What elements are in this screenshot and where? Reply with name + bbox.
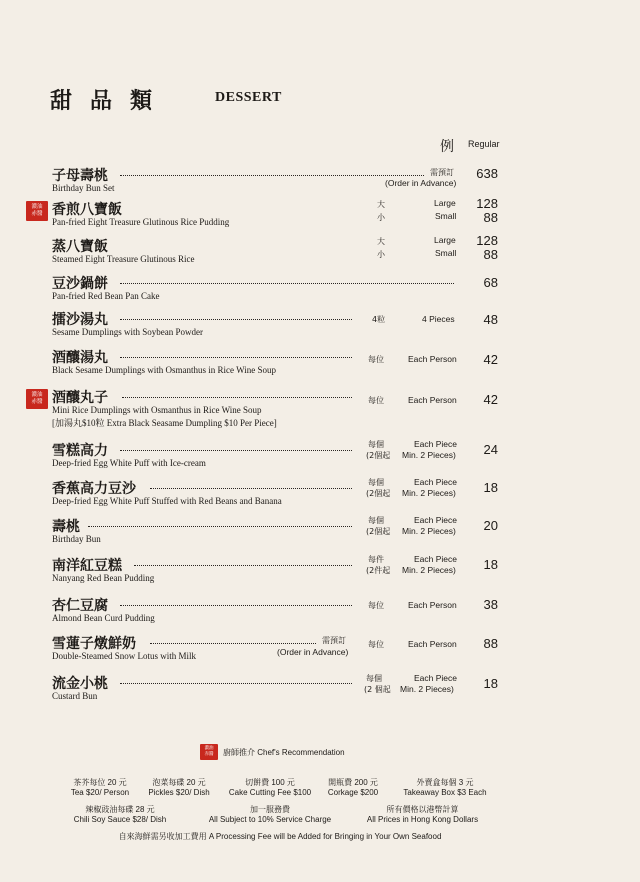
dot-leader xyxy=(122,397,352,398)
charge-en: Pickles $20/ Dish xyxy=(148,788,210,797)
item-price: 18 xyxy=(483,557,498,572)
order-note-en: (Order in Advance) xyxy=(277,647,349,657)
dot-leader xyxy=(134,565,352,566)
charge-cn: 切餅費 100 元 xyxy=(245,778,295,787)
item-price: 638 xyxy=(476,166,498,181)
dot-leader xyxy=(150,643,316,644)
item-name-en: Birthday Bun Set xyxy=(52,183,115,193)
term-cn: 加一服務費 xyxy=(250,805,290,814)
chef-recommendation-legend xyxy=(200,744,345,760)
order-note-cn: 需預訂 xyxy=(430,168,454,177)
item-name-cn: 杏仁豆腐 xyxy=(52,598,108,614)
item-name-cn: 香蕉高力豆沙 xyxy=(52,481,136,497)
unit-label-en: Each Person xyxy=(408,395,457,405)
dot-leader xyxy=(120,357,352,358)
size-label-en: Small xyxy=(435,211,457,221)
item-name-cn: 擂沙湯丸 xyxy=(52,312,108,328)
size-label-en: Large xyxy=(434,198,456,208)
charge-cn: 開瓶費 200 元 xyxy=(328,778,378,787)
item-name-en: Double-Steamed Snow Lotus with Milk xyxy=(52,651,196,661)
dot-leader xyxy=(120,683,352,684)
size-label-cn: 大 xyxy=(377,237,385,246)
unit-label-en: Each Piece xyxy=(414,477,457,487)
unit-label-cn: 每位 xyxy=(368,355,384,364)
item-price: 18 xyxy=(483,480,498,495)
item-name-en: Nanyang Red Bean Pudding xyxy=(52,573,155,583)
seafood-processing-note: 自來海鮮需另收加工費用 A Processing Fee will be Added for Bringing in Your Own Seafood xyxy=(118,832,442,841)
item-name-en: Mini Rice Dumplings with Osmanthus in Rice Wine Soup xyxy=(52,405,262,415)
footer-term xyxy=(350,804,495,824)
dot-leader xyxy=(120,283,454,284)
footer-charge xyxy=(60,777,140,797)
chef-recommendation-stamp: 濃油 赤醬 xyxy=(26,389,48,409)
item-price: 88 xyxy=(483,247,498,262)
size-label-en: Small xyxy=(435,248,457,258)
size-label-en: Large xyxy=(434,235,456,245)
unit-label-cn: 每個 xyxy=(368,516,384,525)
price-column-header-en: Regular xyxy=(468,139,500,149)
minimum-label-cn: (2件起 xyxy=(366,566,391,575)
item-name-cn: 雪糕高力 xyxy=(52,443,108,459)
minimum-label-en: Min. 2 Pieces) xyxy=(402,526,456,536)
footer-charge xyxy=(220,777,320,797)
item-price: 42 xyxy=(483,392,498,407)
unit-label-cn: 每個 xyxy=(368,478,384,487)
dot-leader xyxy=(120,319,352,320)
item-price: 48 xyxy=(483,312,498,327)
unit-label-en: Each Person xyxy=(408,354,457,364)
chef-recommendation-stamp: 濃油 赤醬 xyxy=(26,201,48,221)
size-label-cn: 小 xyxy=(377,213,385,222)
item-price: 128 xyxy=(476,233,498,248)
unit-label-cn: 每位 xyxy=(368,601,384,610)
item-extra-note: [加湯丸$10粒 Extra Black Seasame Dumpling $10 Per Piece] xyxy=(52,418,277,428)
item-price: 128 xyxy=(476,196,498,211)
item-price: 20 xyxy=(483,518,498,533)
unit-label-en: Each Person xyxy=(408,600,457,610)
item-name-en: Deep-fried Egg White Puff Stuffed with Red Beans and Banana xyxy=(52,496,282,506)
minimum-label-en: Min. 2 Pieces) xyxy=(402,565,456,575)
footer-charge xyxy=(385,777,505,797)
term-en: All Subject to 10% Service Charge xyxy=(208,815,332,824)
minimum-label-en: Min. 2 Pieces) xyxy=(400,684,454,694)
chef-recommendation-stamp: 濃油 赤醬 xyxy=(200,744,218,760)
unit-label-en: Each Piece xyxy=(414,673,457,683)
term-cn: 所有價格以港幣計算 xyxy=(386,805,459,814)
item-name-en: Black Sesame Dumplings with Osmanthus in Rice Wine Soup xyxy=(52,365,276,375)
charge-en: Tea $20/ Person xyxy=(70,788,130,797)
term-cn: 辣椒豉油每碟 28 元 xyxy=(85,805,155,814)
charge-cn: 外賣盒每個 3 元 xyxy=(416,778,474,787)
item-name-cn: 蒸八寶飯 xyxy=(52,239,108,255)
item-name-cn: 子母壽桃 xyxy=(52,168,108,184)
item-price: 88 xyxy=(483,636,498,651)
term-en: All Prices in Hong Kong Dollars xyxy=(366,815,479,824)
item-price: 68 xyxy=(483,275,498,290)
item-name-en: Steamed Eight Treasure Glutinous Rice xyxy=(52,254,195,264)
unit-label-cn: 每個 xyxy=(366,674,382,683)
item-price: 88 xyxy=(483,210,498,225)
item-name-en: Pan-fried Red Bean Pan Cake xyxy=(52,291,160,301)
footer-charge xyxy=(139,777,219,797)
item-name-cn: 雪蓮子燉鮮奶 xyxy=(52,636,136,652)
item-name-en: Birthday Bun xyxy=(52,534,101,544)
charge-en: Takeaway Box $3 Each xyxy=(403,788,487,797)
unit-label-en: Each Piece xyxy=(414,439,457,449)
unit-label-cn: 每位 xyxy=(368,396,384,405)
item-price: 42 xyxy=(483,352,498,367)
charge-en: Corkage $200 xyxy=(327,788,379,797)
item-price: 18 xyxy=(483,676,498,691)
dot-leader xyxy=(88,526,352,527)
minimum-label-en: Min. 2 Pieces) xyxy=(402,488,456,498)
unit-label-cn: 4粒 xyxy=(372,315,386,324)
item-name-en: Deep-fried Egg White Puff with Ice-cream xyxy=(52,458,206,468)
item-name-cn: 流金小桃 xyxy=(52,676,108,692)
size-label-cn: 大 xyxy=(377,200,385,209)
item-name-en: Sesame Dumplings with Soybean Powder xyxy=(52,327,203,337)
item-name-en: Pan-fried Eight Treasure Glutinous Rice Pudding xyxy=(52,217,230,227)
item-name-cn: 南洋紅豆糕 xyxy=(52,558,122,574)
item-name-en: Custard Bun xyxy=(52,691,98,701)
item-name-cn: 酒釀湯丸 xyxy=(52,350,108,366)
unit-label-en: Each Piece xyxy=(414,554,457,564)
minimum-label-en: Min. 2 Pieces) xyxy=(402,450,456,460)
unit-label-cn: 每件 xyxy=(368,555,384,564)
dot-leader xyxy=(120,175,424,176)
charge-cn: 茶芥每位 20 元 xyxy=(73,778,127,787)
minimum-label-cn: (2個起 xyxy=(366,489,391,498)
item-name-cn: 香煎八寶飯 xyxy=(52,202,122,218)
footer-charge xyxy=(313,777,393,797)
minimum-label-cn: (2 個起 xyxy=(364,685,391,694)
order-note-cn: 需預訂 xyxy=(322,636,346,645)
unit-label-en: Each Piece xyxy=(414,515,457,525)
chef-recommendation-label: 廚師推介 Chef's Recommendation xyxy=(223,747,345,757)
unit-label-cn: 每位 xyxy=(368,640,384,649)
item-name-cn: 豆沙鍋餅 xyxy=(52,276,108,292)
unit-label-cn: 每個 xyxy=(368,440,384,449)
minimum-label-cn: (2個起 xyxy=(366,451,391,460)
footer-term xyxy=(55,804,185,824)
item-price: 24 xyxy=(483,442,498,457)
dot-leader xyxy=(120,605,352,606)
term-en: Chili Soy Sauce $28/ Dish xyxy=(73,815,167,824)
unit-label-en: Each Person xyxy=(408,639,457,649)
charge-en: Cake Cutting Fee $100 xyxy=(228,788,312,797)
size-label-cn: 小 xyxy=(377,250,385,259)
item-price: 38 xyxy=(483,597,498,612)
footer-term xyxy=(195,804,345,824)
item-name-en: Almond Bean Curd Pudding xyxy=(52,613,155,623)
page-title-cn: 甜品類 xyxy=(50,89,171,114)
price-column-header-cn: 例 xyxy=(440,139,454,155)
item-name-cn: 壽桃 xyxy=(52,519,80,535)
page-title-en: DESSERT xyxy=(215,90,282,105)
charge-cn: 泡菜每碟 20 元 xyxy=(152,778,206,787)
unit-label-en: 4 Pieces xyxy=(422,314,455,324)
order-note-en: (Order in Advance) xyxy=(385,178,457,188)
dot-leader xyxy=(150,488,352,489)
minimum-label-cn: (2個起 xyxy=(366,527,391,536)
item-name-cn: 酒釀丸子 xyxy=(52,390,108,406)
dot-leader xyxy=(120,450,352,451)
